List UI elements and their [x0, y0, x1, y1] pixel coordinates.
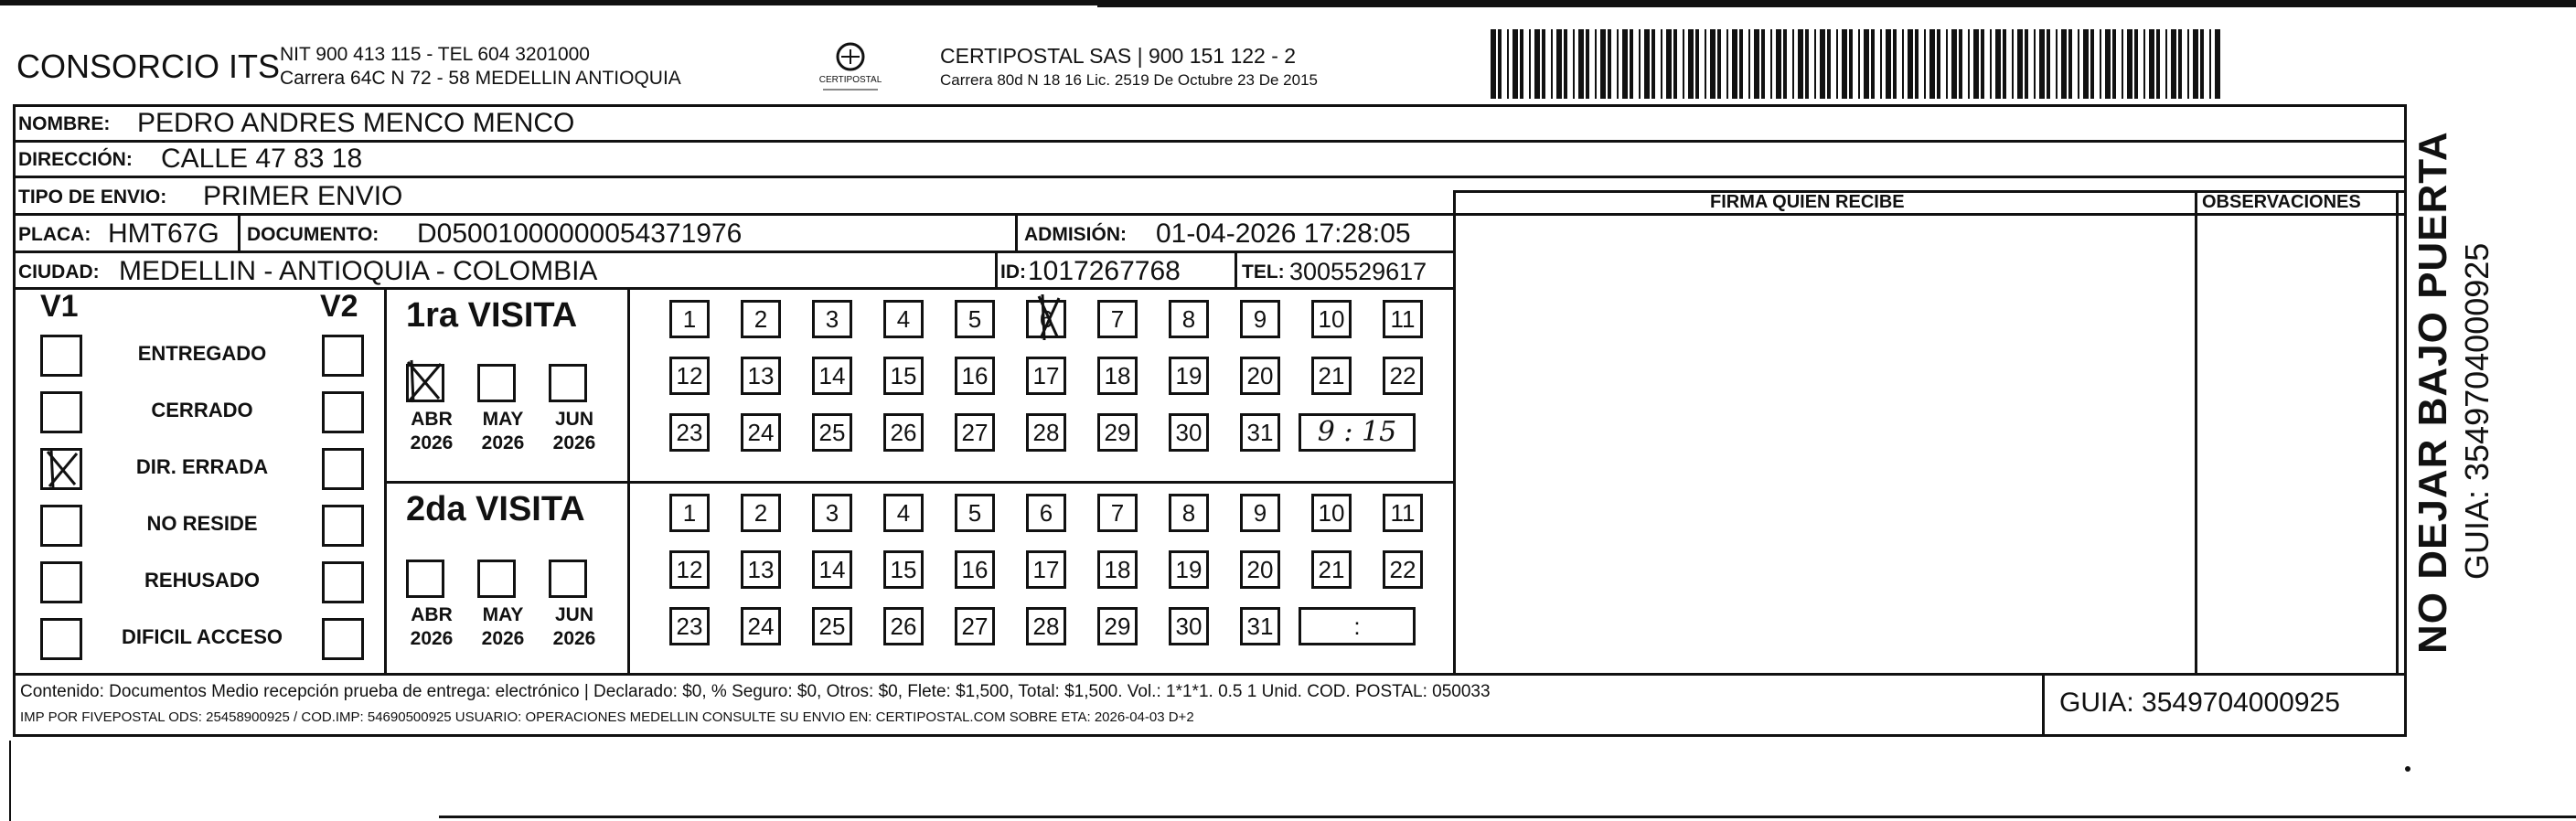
barcode-bar [1551, 29, 1553, 99]
barcode-bar [2078, 29, 2079, 99]
day-box[interactable]: 5 [955, 494, 995, 532]
day-box[interactable]: 31 [1240, 413, 1280, 452]
observaciones-header: OBSERVACIONES [2202, 192, 2361, 212]
barcode-bar [1608, 29, 1611, 99]
barcode-bar [1564, 29, 1567, 99]
barcode-bar [1902, 29, 1904, 99]
barcode-bar [2017, 29, 2023, 99]
month-year: 2026 [552, 628, 596, 649]
v1-checkbox[interactable] [40, 335, 82, 377]
nombre-label: NOMBRE: [18, 113, 111, 134]
day-box[interactable]: 25 [812, 607, 852, 645]
day-box[interactable]: 28 [1026, 607, 1066, 645]
row-line [384, 481, 1456, 484]
month-year: 2026 [410, 628, 454, 649]
barcode-bar [2090, 29, 2094, 99]
barcode-bar [1639, 29, 1641, 99]
barcode-bar [1739, 29, 1743, 99]
day-box[interactable]: 1 [669, 300, 710, 338]
day-box[interactable]: 28 [1026, 413, 1066, 452]
barcode-bar [2122, 29, 2123, 99]
page-dot [2405, 766, 2410, 772]
day-box[interactable]: 4 [883, 494, 924, 532]
certipostal-logo [814, 40, 887, 97]
v2-label: V2 [320, 289, 358, 324]
barcode-bar [1990, 29, 1992, 99]
day-box[interactable]: 9 [1240, 494, 1280, 532]
barcode-bar [1820, 29, 1825, 99]
day-box[interactable]: 20 [1240, 357, 1280, 395]
barcode-bar [2061, 29, 2067, 99]
day-box[interactable]: 13 [741, 357, 781, 395]
day-box[interactable]: 20 [1240, 550, 1280, 589]
barcode-bar [2149, 29, 2154, 99]
day-box[interactable]: 12 [669, 550, 710, 589]
day-box[interactable]: 13 [741, 550, 781, 589]
barcode-bar [1814, 29, 1816, 99]
row-line [13, 251, 1456, 253]
day-box[interactable]: 22 [1383, 357, 1423, 395]
barcode-bar [2003, 29, 2006, 99]
barcode-bar [1622, 29, 1628, 99]
barcode-bar [2187, 29, 2189, 99]
day-box[interactable]: 23 [669, 413, 710, 452]
day-box[interactable]: 31 [1240, 607, 1280, 645]
month-checkbox[interactable] [406, 560, 444, 598]
footer-guia: GUIA: 3549704000925 [2059, 688, 2340, 718]
status-option-label: DIR. ERRADA [135, 455, 269, 478]
barcode-bar [2112, 29, 2116, 99]
barcode-bar [1946, 29, 1948, 99]
day-box[interactable]: 19 [1169, 357, 1209, 395]
barcode-bar [1849, 29, 1853, 99]
col-line [995, 252, 998, 289]
barcode-bar [1520, 29, 1523, 99]
month-name: ABR [411, 409, 453, 430]
company-address: Carrera 64C N 72 - 58 MEDELLIN ANTIOQUIA [280, 68, 681, 89]
row-line [13, 140, 2407, 143]
barcode-bar [1578, 29, 1584, 99]
barcode-bar [1959, 29, 1962, 99]
v1-checkbox[interactable] [40, 391, 82, 433]
barcode-bar [1880, 29, 1882, 99]
barcode-bar [1973, 29, 1979, 99]
barcode-bar [1644, 29, 1650, 99]
barcode-bar [1661, 29, 1662, 99]
logo-text: CERTIPOSTAL [818, 75, 882, 85]
day-box[interactable]: 21 [1311, 550, 1352, 589]
id-value: 1017267768 [1028, 256, 1181, 286]
barcode-bar [2127, 29, 2132, 99]
month-year: 2026 [552, 432, 596, 453]
barcode-bar [1886, 29, 1891, 99]
day-box[interactable]: 15 [883, 357, 924, 395]
day-box[interactable]: 7 [1097, 494, 1138, 532]
barcode-bar [2012, 29, 2014, 99]
day-box[interactable]: 8 [1169, 300, 1209, 338]
barcode-bar [2165, 29, 2167, 99]
barcode-bar [1726, 29, 1728, 99]
col-line [238, 216, 240, 252]
barcode-bar [1710, 29, 1716, 99]
carrier-name: CERTIPOSTAL SAS | 900 151 122 - 2 [940, 44, 1297, 68]
col-line [2195, 190, 2197, 676]
barcode-bar [2178, 29, 2182, 99]
row-line [13, 673, 2407, 676]
day-box[interactable]: 30 [1169, 607, 1209, 645]
company-name: CONSORCIO ITS [16, 48, 281, 85]
side-guia: GUIA: 3549704000925 [2458, 242, 2496, 580]
barcode-bar [2200, 29, 2204, 99]
placa-value: HMT67G [108, 219, 219, 249]
month-year: 2026 [410, 432, 454, 453]
day-box[interactable]: 12 [669, 357, 710, 395]
direccion-label: DIRECCIÓN: [18, 149, 133, 170]
top-border-thick [1097, 0, 2576, 7]
day-mark [1035, 294, 1063, 340]
barcode-bar [1842, 29, 1847, 99]
day-box[interactable]: 27 [955, 413, 995, 452]
barcode-bar [1651, 29, 1655, 99]
day-box[interactable]: 22 [1383, 550, 1423, 589]
barcode-bar [1924, 29, 1926, 99]
barcode-bar [1512, 29, 1518, 99]
day-box[interactable]: 26 [883, 413, 924, 452]
barcode-bar [1673, 29, 1677, 99]
month-name: JUN [554, 409, 593, 430]
barcode-bar [1770, 29, 1772, 99]
day-box[interactable]: 8 [1169, 494, 1209, 532]
barcode-bar [1908, 29, 1913, 99]
barcode-bar [1951, 29, 1957, 99]
day-box[interactable]: 24 [741, 413, 781, 452]
barcode-bar [1507, 29, 1509, 99]
day-box[interactable]: 17 [1026, 357, 1066, 395]
month-check-mark [404, 360, 444, 402]
barcode-bar [1981, 29, 1984, 99]
barcode-bar [2143, 29, 2145, 99]
placa-label: PLACA: [18, 224, 91, 245]
barcode-bar [1893, 29, 1897, 99]
month-checkbox[interactable] [477, 560, 516, 598]
barcode-bar [2047, 29, 2050, 99]
barcode-bar [2156, 29, 2160, 99]
admision-value: 01-04-2026 17:28:05 [1156, 219, 1411, 249]
col-line [2396, 190, 2399, 676]
barcode-bar [2105, 29, 2111, 99]
barcode-bar [1748, 29, 1750, 99]
barcode-bar [1600, 29, 1606, 99]
v1-check-mark [44, 450, 80, 488]
day-box[interactable]: 18 [1097, 357, 1138, 395]
col-line [2042, 673, 2045, 735]
row-line [13, 213, 2407, 216]
barcode-bar [1776, 29, 1781, 99]
day-box[interactable]: 15 [883, 550, 924, 589]
status-option-label: REHUSADO [144, 569, 260, 592]
barcode-bar [1695, 29, 1699, 99]
barcode-bar [1717, 29, 1721, 99]
barcode-bar [1798, 29, 1803, 99]
barcode-bar [1858, 29, 1860, 99]
day-box[interactable]: 2 [741, 300, 781, 338]
barcode-bar [2039, 29, 2045, 99]
v1-label: V1 [40, 289, 79, 324]
day-box[interactable]: 23 [669, 607, 710, 645]
barcode-bar [2034, 29, 2036, 99]
barcode-bar [1805, 29, 1809, 99]
status-option-label: DIFICIL ACCESO [121, 625, 283, 648]
barcode-bar [2193, 29, 2198, 99]
company-nit: NIT 900 413 115 - TEL 604 3201000 [280, 44, 590, 65]
page-bottom-edge [439, 816, 2576, 818]
second-visit-title: 2da VISITA [406, 490, 585, 528]
month-year: 2026 [481, 432, 525, 453]
nombre-value: PEDRO ANDRES MENCO MENCO [137, 108, 575, 138]
page-edge-mark [9, 741, 11, 821]
day-box[interactable]: 19 [1169, 550, 1209, 589]
day-box[interactable]: 25 [812, 413, 852, 452]
day-box[interactable]: 6 [1026, 300, 1066, 338]
footer-imp: IMP POR FIVEPOSTAL ODS: 25458900925 / COD.IMP: 54690500925 USUARIO: OPERACIONES MEDELLIN CONSULTE SU ENVIO EN: CERTIPOSTAL.COM SOBRE ETA: 2026-04-03 D+2 [20, 709, 1194, 725]
month-checkbox[interactable] [549, 364, 587, 402]
barcode-bar [1836, 29, 1838, 99]
barcode-bar [1705, 29, 1706, 99]
v1-checkbox[interactable] [40, 505, 82, 547]
day-box[interactable]: 17 [1026, 550, 1066, 589]
barcode-bar [1783, 29, 1787, 99]
barcode-bar [1573, 29, 1575, 99]
day-box[interactable]: 11 [1383, 300, 1423, 338]
status-option-label: ENTREGADO [137, 342, 267, 365]
month-checkbox[interactable] [549, 560, 587, 598]
day-box[interactable]: 7 [1097, 300, 1138, 338]
row-line [13, 287, 1456, 290]
day-box[interactable]: 10 [1311, 300, 1352, 338]
barcode-bar [2100, 29, 2101, 99]
barcode-bar [1534, 29, 1540, 99]
barcode-bar [1683, 29, 1684, 99]
month-name: MAY [482, 604, 524, 625]
day-box[interactable]: 9 [1240, 300, 1280, 338]
day-box[interactable]: 26 [883, 607, 924, 645]
month-name: ABR [411, 604, 453, 625]
row-line [13, 176, 2407, 178]
carrier-address: Carrera 80d N 18 16 Lic. 2519 De Octubre 23 De 2015 [940, 71, 1318, 89]
v1-checkbox[interactable] [40, 618, 82, 660]
barcode-bar [1542, 29, 1545, 99]
barcode-bar [2056, 29, 2058, 99]
barcode-bar [1995, 29, 2001, 99]
time-box[interactable]: 9 : 15 [1299, 413, 1416, 452]
barcode-bar [2215, 29, 2220, 99]
direccion-value: CALLE 47 83 18 [161, 144, 363, 174]
barcode-bar [1732, 29, 1737, 99]
barcode-bar [1827, 29, 1831, 99]
barcode-bar [2134, 29, 2138, 99]
id-label: ID: [1000, 261, 1026, 283]
day-box[interactable]: 14 [812, 357, 852, 395]
day-box[interactable]: 29 [1097, 413, 1138, 452]
footer-contenido: Contenido: Documentos Medio recepción prueba de entrega: electrónico | Declarado: $0, % Seguro: $0, Otros: $0, Flete: $1,500, Total: $1,500. Vol.: 1*1*1. 0.5 1 Unid. COD. POSTAL: 050033 [20, 682, 1491, 701]
barcode-bar [1915, 29, 1919, 99]
barcode-bar [1491, 29, 1496, 99]
month-name: JUN [554, 604, 593, 625]
tel-label: TEL: [1242, 261, 1285, 283]
no-dejar-bajo-puerta: NO DEJAR BAJO PUERTA [2410, 131, 2455, 654]
time-box[interactable]: : [1299, 607, 1416, 645]
day-box[interactable]: 2 [741, 494, 781, 532]
barcode-bar [1617, 29, 1619, 99]
v2-checkbox[interactable] [322, 448, 364, 490]
admision-label: ADMISIÓN: [1024, 224, 1127, 245]
barcode-bar [1586, 29, 1589, 99]
month-name: MAY [482, 409, 524, 430]
v2-checkbox[interactable] [322, 561, 364, 603]
barcode-bar [2209, 29, 2211, 99]
day-box[interactable]: 14 [812, 550, 852, 589]
tel-value: 3005529617 [1289, 258, 1427, 285]
barcode-bar [1688, 29, 1694, 99]
day-box[interactable]: 10 [1311, 494, 1352, 532]
day-box[interactable]: 16 [955, 357, 995, 395]
v2-checkbox[interactable] [322, 505, 364, 547]
barcode-bar [1864, 29, 1869, 99]
barcode-bar [1754, 29, 1759, 99]
barcode-bar [1595, 29, 1597, 99]
barcode-bar [1792, 29, 1794, 99]
day-box[interactable]: 24 [741, 607, 781, 645]
barcode-bar [2171, 29, 2176, 99]
barcode-bar [2083, 29, 2089, 99]
day-box[interactable]: 4 [883, 300, 924, 338]
barcode-bar [1929, 29, 1935, 99]
day-box[interactable]: 21 [1311, 357, 1352, 395]
barcode-bar [1871, 29, 1875, 99]
day-box[interactable]: 1 [669, 494, 710, 532]
day-box[interactable]: 29 [1097, 607, 1138, 645]
v2-checkbox[interactable] [322, 391, 364, 433]
col-line [1235, 252, 1237, 289]
v2-checkbox[interactable] [322, 618, 364, 660]
month-year: 2026 [481, 628, 525, 649]
day-box[interactable]: 27 [955, 607, 995, 645]
tipo-label: TIPO DE ENVIO: [18, 187, 167, 208]
barcode-bar [1761, 29, 1765, 99]
month-checkbox[interactable] [477, 364, 516, 402]
day-box[interactable]: 3 [812, 494, 852, 532]
day-box[interactable]: 30 [1169, 413, 1209, 452]
barcode-bar [1498, 29, 1502, 99]
firma-header: FIRMA QUIEN RECIBE [1710, 192, 1905, 212]
ciudad-label: CIUDAD: [18, 261, 100, 283]
status-option-label: CERRADO [151, 399, 253, 421]
barcode-bar [2025, 29, 2028, 99]
day-box[interactable]: 6 [1026, 494, 1066, 532]
barcode-bar [1968, 29, 1970, 99]
day-box[interactable]: 3 [812, 300, 852, 338]
tipo-value: PRIMER ENVIO [203, 181, 403, 211]
barcode-bar [1666, 29, 1672, 99]
barcode-bar [1937, 29, 1940, 99]
documento-value: D05001000000054371976 [417, 219, 743, 249]
barcode-bar [1529, 29, 1531, 99]
day-box[interactable]: 16 [955, 550, 995, 589]
barcode-bar [1630, 29, 1633, 99]
day-box[interactable]: 11 [1383, 494, 1423, 532]
status-option-label: NO RESIDE [146, 512, 258, 535]
day-box[interactable]: 5 [955, 300, 995, 338]
col-line [1453, 190, 1456, 676]
barcode-bar [1556, 29, 1562, 99]
barcode [1491, 29, 2222, 99]
barcode-bar [2068, 29, 2072, 99]
v1-checkbox[interactable] [40, 561, 82, 603]
ciudad-value: MEDELLIN - ANTIOQUIA - COLOMBIA [119, 256, 598, 286]
documento-label: DOCUMENTO: [247, 224, 379, 245]
v2-checkbox[interactable] [322, 335, 364, 377]
day-box[interactable]: 18 [1097, 550, 1138, 589]
first-visit-title: 1ra VISITA [406, 296, 578, 335]
col-line [1015, 216, 1018, 252]
